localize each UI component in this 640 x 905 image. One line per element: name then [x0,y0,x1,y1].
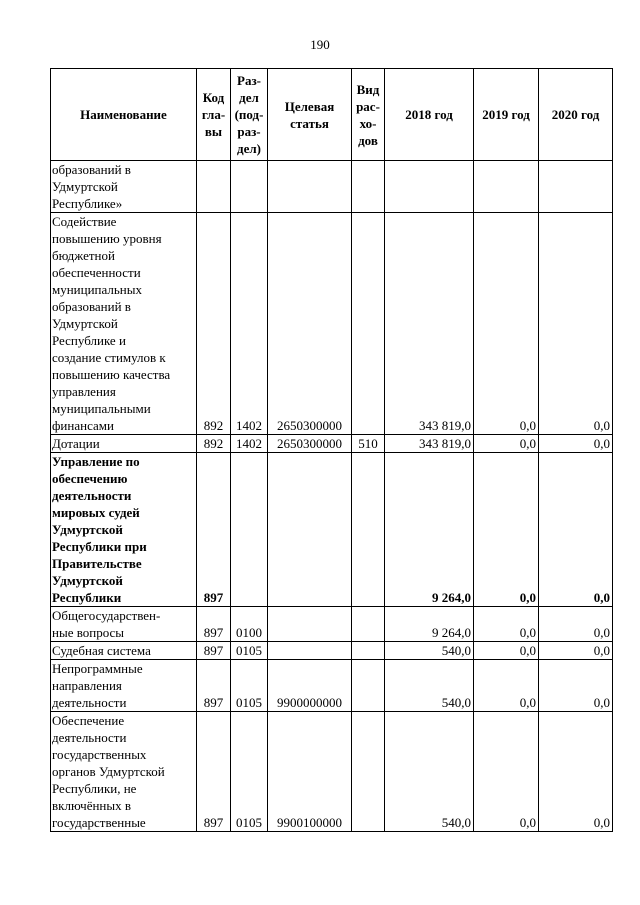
cell-name-text: Обеспечение деятельности государственных органов Удмуртской Республики, не включённых в государственные [52,713,165,830]
cell-name [51,607,197,642]
cell-kod-glavy [197,213,231,435]
table-row [51,712,613,832]
cell-kod-glavy-text: 897 [203,695,224,710]
cell-2020 [539,712,613,832]
cell-vid-rashodov-text: 510 [358,436,378,451]
cell-celevaya-statya-text: 2650300000 [277,418,342,433]
cell-2018-text: 540,0 [441,643,471,658]
cell-razdel [231,161,268,213]
cell-2018-text: 343 819,0 [419,436,471,451]
cell-name [51,161,197,213]
header-vid-rashodov: Вид рас- хо- дов [352,69,385,161]
cell-2020-text: 0,0 [593,625,610,640]
header-razdel: Раз- дел (под- раз- дел) [231,69,268,161]
cell-2018 [385,642,474,660]
cell-vid-rashodov [352,213,385,435]
cell-2019-text: 0,0 [519,695,536,710]
cell-2019-text: 0,0 [519,625,536,640]
cell-2018 [385,453,474,607]
cell-2018 [385,660,474,712]
cell-razdel-text: 0105 [236,695,262,710]
cell-vid-rashodov [352,712,385,832]
cell-2018-text: 540,0 [441,695,471,710]
cell-vid-rashodov [352,642,385,660]
header-2020: 2020 год [539,69,613,161]
cell-2019-text: 0,0 [519,590,536,605]
cell-name [51,642,197,660]
cell-2018-text: 9 264,0 [432,590,471,605]
cell-kod-glavy [197,712,231,832]
cell-razdel-text: 0100 [236,625,262,640]
cell-2018 [385,161,474,213]
header-kod-glavy: Код гла- вы [197,69,231,161]
cell-name [51,213,197,435]
cell-2020-text: 0,0 [593,815,610,830]
cell-2018 [385,213,474,435]
header-2018: 2018 год [385,69,474,161]
cell-2020-text: 0,0 [593,590,610,605]
cell-2019 [474,607,539,642]
table-row [51,435,613,453]
cell-vid-rashodov [352,453,385,607]
cell-2019 [474,161,539,213]
cell-2019-text: 0,0 [519,643,536,658]
cell-kod-glavy-text: 897 [203,590,224,605]
cell-name-text: Непрограммные направления деятельности [52,661,143,710]
cell-2018 [385,435,474,453]
cell-kod-glavy-text: 892 [203,436,224,451]
cell-celevaya-statya [268,213,352,435]
header-2019: 2019 год [474,69,539,161]
cell-razdel [231,213,268,435]
cell-razdel [231,435,268,453]
cell-kod-glavy [197,607,231,642]
cell-kod-glavy-text: 897 [203,643,224,658]
cell-2019 [474,642,539,660]
cell-kod-glavy-text: 892 [203,418,224,433]
cell-razdel-text: 1402 [236,418,262,433]
cell-name [51,712,197,832]
cell-2019 [474,453,539,607]
cell-2019 [474,660,539,712]
cell-2019-text: 0,0 [519,815,536,830]
cell-2020-text: 0,0 [593,418,610,433]
cell-razdel [231,712,268,832]
cell-name-text: Судебная система [52,643,151,658]
table-row [51,161,613,213]
cell-2019 [474,712,539,832]
cell-name-text: Общегосударствен- ные вопросы [52,608,161,640]
cell-razdel [231,607,268,642]
cell-razdel-text: 0105 [236,815,262,830]
header-name: Наименование [51,69,197,161]
cell-celevaya-statya-text: 9900000000 [277,695,342,710]
cell-2020 [539,453,613,607]
header-celevaya-statya: Целевая статья [268,69,352,161]
cell-razdel [231,660,268,712]
cell-name [51,453,197,607]
cell-vid-rashodov [352,161,385,213]
table-row [51,213,613,435]
cell-2020-text: 0,0 [593,643,610,658]
table-row [51,642,613,660]
cell-2018-text: 540,0 [441,815,471,830]
cell-celevaya-statya-text: 2650300000 [277,436,342,451]
cell-name-text: образований в Удмуртской Республике» [52,162,131,211]
cell-razdel-text: 1402 [236,436,262,451]
cell-kod-glavy [197,453,231,607]
cell-vid-rashodov [352,607,385,642]
cell-2018 [385,607,474,642]
cell-celevaya-statya [268,660,352,712]
cell-celevaya-statya [268,435,352,453]
cell-2018-text: 9 264,0 [432,625,471,640]
cell-2020 [539,161,613,213]
cell-name-text: Содействие повышению уровня бюджетной обеспеченности муниципальных образований в Удмуртской Республике и создание стимулов к повышению качества управления муниципальными финансами [52,214,171,433]
cell-celevaya-statya [268,712,352,832]
cell-2019 [474,213,539,435]
page-number: 190 [310,37,330,52]
cell-razdel-text: 0105 [236,643,262,658]
table-row [51,453,613,607]
cell-name [51,660,197,712]
cell-celevaya-statya [268,642,352,660]
cell-kod-glavy-text: 897 [203,815,224,830]
cell-2018 [385,712,474,832]
cell-2020 [539,642,613,660]
cell-kod-glavy-text: 897 [203,625,224,640]
cell-2018-text: 343 819,0 [419,418,471,433]
cell-2020 [539,435,613,453]
cell-celevaya-statya [268,161,352,213]
cell-2019-text: 0,0 [519,436,536,451]
cell-razdel [231,453,268,607]
cell-2019-text: 0,0 [519,418,536,433]
cell-kod-glavy [197,435,231,453]
cell-2020-text: 0,0 [593,436,610,451]
table-row [51,660,613,712]
cell-celevaya-statya [268,607,352,642]
cell-2020 [539,607,613,642]
cell-name-text: Управление по обеспечению деятельности мировых судей Удмуртской Республики при Правительстве Удмуртской Республики [52,454,147,605]
cell-celevaya-statya [268,453,352,607]
cell-kod-glavy [197,642,231,660]
cell-vid-rashodov [352,435,385,453]
cell-kod-glavy [197,161,231,213]
cell-name [51,435,197,453]
cell-razdel [231,642,268,660]
cell-name-text: Дотации [52,436,100,451]
header-row [51,69,613,161]
cell-vid-rashodov [352,660,385,712]
cell-2019 [474,435,539,453]
cell-2020 [539,660,613,712]
cell-celevaya-statya-text: 9900100000 [277,815,342,830]
table-row [51,607,613,642]
budget-table [50,68,613,832]
cell-2020-text: 0,0 [593,695,610,710]
cell-kod-glavy [197,660,231,712]
cell-2020 [539,213,613,435]
